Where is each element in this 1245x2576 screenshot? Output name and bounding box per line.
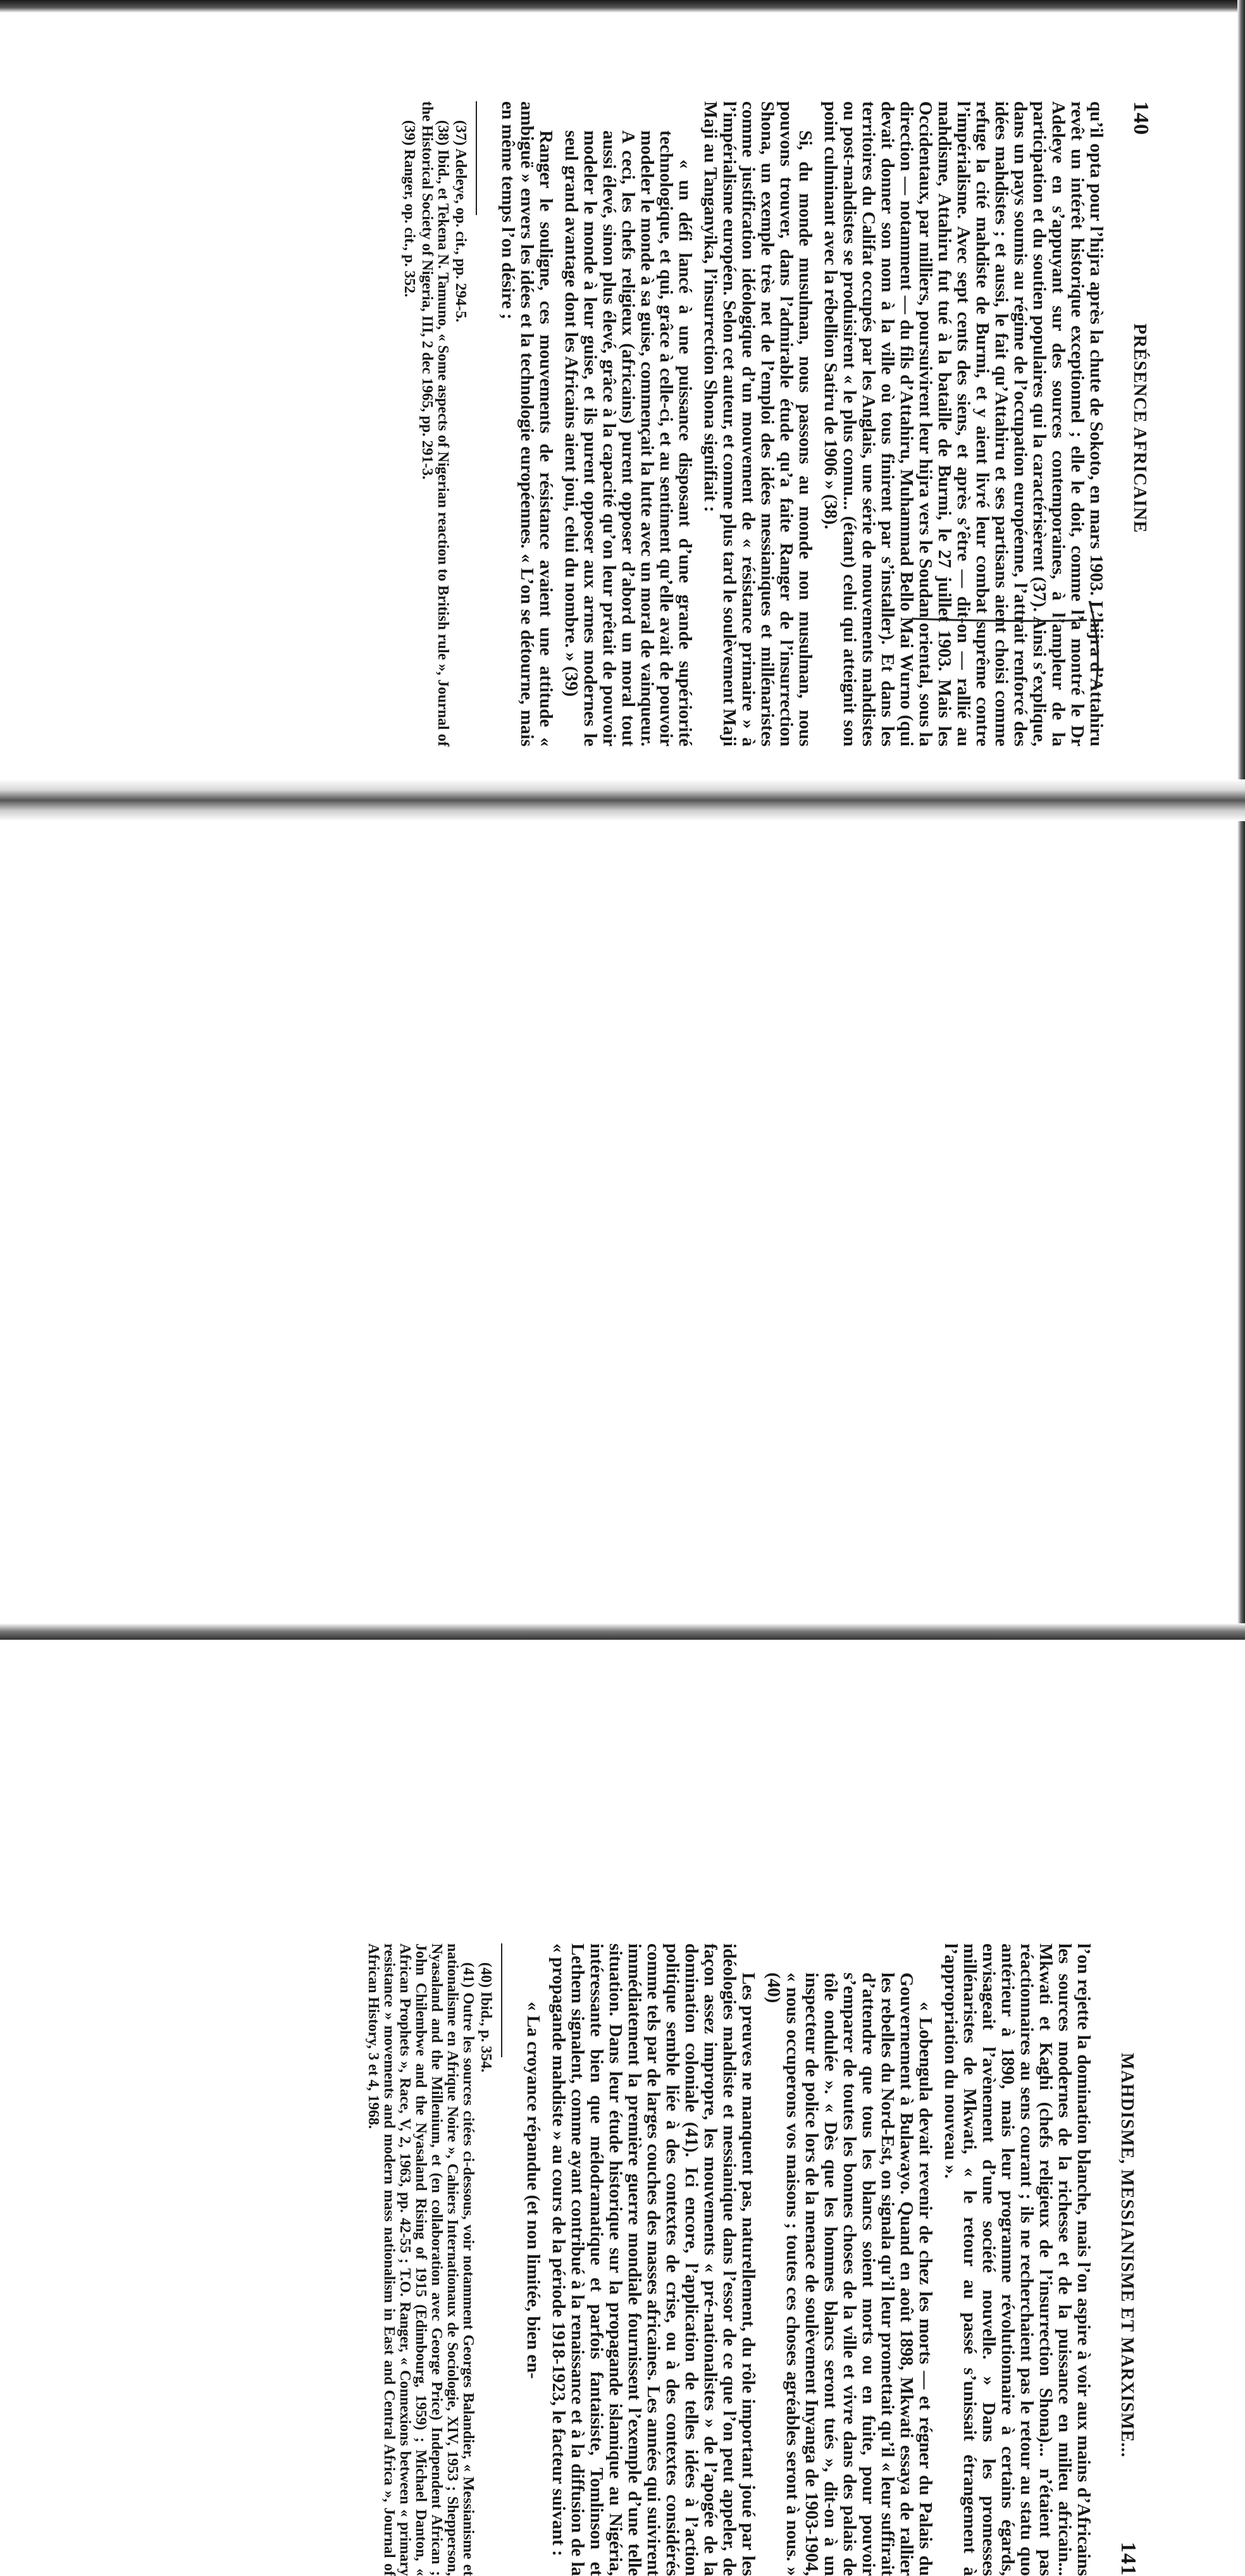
- footnote: (39) Ranger, op. cit., p. 352.: [401, 120, 418, 297]
- paragraph: Ranger le souligne, ces mouvements de résistance avaient une attitude « ambiguë » envers les idées et la technologie européennes. « L’on se détourne, mais en même temps l’on désire ;: [498, 101, 556, 746]
- page-header: [1129, 101, 1153, 746]
- book-gutter: [0, 779, 1245, 821]
- footnote-rule: [501, 1943, 502, 2057]
- footnote: (37) Adeleye, op. cit., pp. 294-5.: [452, 120, 469, 323]
- footnotes: [401, 101, 468, 746]
- running-head: PRÉSENCE AFRICAINE: [1130, 323, 1149, 533]
- scan-edge-top: [0, 0, 1245, 13]
- page-header: [1116, 1943, 1140, 2576]
- page-140: [39, 101, 1153, 746]
- footnote: (41) Outre les sources citées ci-dessous, voir notamment Georges Balandier, « Messianisme et nationalisme en Afrique Noire », Cahiers Internationaux de Sociologie, XIV, 1953 ; Shepperson, Nyasaland and the Millenium, et (en collaboration avec George Price) Independent African ; John Chilembwe and the Nyasaland Rising of 1915 (Edimbourg, 1959) ; Michael Danton, « African Prophets », Race, V, 2, 1963, pp. 42-55 ; T.O. Ranger, « Connexions between « primary resistance » movements and modern mass nationalism in East and Central Africa », Journal of African History, 3 et 4, 1968.: [365, 1943, 476, 2576]
- page-number: 141: [1117, 2541, 1140, 2576]
- paragraph: qu’il opta pour l’hijra après la chute de Sokoto, en mars 1903. L’hijra d’Attahiru revêt un intérêt historique exceptionnel ; elle le doit, comme l’a montré le Dr Adeleye en s’appuyant sur des sources contemporaines, à l’ampleur de la participation et du soutien populaires qui la caractérisèrent (37). Ainsi s’explique, dans un pays soumis au régime de l’occupation européenne, l’attrait renforcé des idées mahdistes ; et aussi, le fait qu’Attahiru et ses partisans aient choisi comme refuge la cité mahdiste de Burmi, et y aient livré leur combat suprême contre l’impérialisme. Avec sept cents des siens, et après s’être — dit-on — rallié au mahdisme, Attahiru fut tué à la bataille de Burmi, le 27 juillet 1903. Mais les Occidentaux, par milliers, poursuivirent leur hijra vers le Soudan oriental, sous la direction — notamment — du fils d’Attahiru, Muhammad Bello Mai Wurno (qui devait donner son nom à la ville où tous finirent par s’installer). Et dans les territoires du Califat occupés par les Anglais, une série de mouvements mahdistes ou post-mahdistes se produisirent « le plus connu... (étant) celui qui atteignit son point culminant avec la rébellion Satiru de 1906 » (38).: [821, 101, 1106, 746]
- pen-mark-icon: [900, 595, 1115, 696]
- paragraph: Les preuves ne manquent pas, naturellement, du rôle important joué par les idéologies mahdiste et messianique dans l’essor de ce que l’on peut appeler, de façon assez impropre, les mouvements « pré-nationalistes » de l’apogée de la domination coloniale (41). Ici encore, l’application de telles idées à l’action politique semble liée à des contextes de crise, ou à des contextes considérés comme tels par de larges couches des masses africaines. Les années qui suivirent immédiatement la première guerre mondiale fournissent l’exemple d’une telle situation. Dans leur étude historique sur la propagande islamique au Nigéria, intéressante bien que mélodramatique et parfois fantaisiste, Tomlinson et Lethem signalent, comme ayant contribué à la renaissance et à la diffusion de la « propagande mahdiste » au cours de la période 1918-1923, le facteur suivant :: [548, 1943, 759, 2576]
- block-quote: « Lobengula devait revenir de chez les morts — et régner du Palais du Gouvernement à Bulawayo. Quand en août 1898, Mkwati essaya de rallier les rebelles du Nord-Est, on signala qu’il leur promettait qu’il « leur suffirait d’attendre que tous les blancs soient morts ou en fuite, pour pouvoir s’emparer de toutes les bonnes choses de la ville et vivre dans des palais de tôle ondulée ». « Dès que les hommes blancs seront tués », dit-on à un inspecteur de police lors de la menace de soulèvement Inyanga de 1903-1904, « nous occuperons vos maisons ; toutes ces choses agréables seront à nous. » (40): [764, 1972, 936, 2576]
- footnote: (40) Ibid., p. 354.: [478, 1962, 494, 2073]
- paragraph: l’on rejette la domination blanche, mais l’on aspire à voir aux mains d’Africains les sources modernes de la richesse et de la puissance en milieu africain... Mkwati et Kaghi (chefs religieux de l’insurrection Shona)... n’étaient pas réactionnaires au sens courant ; ils ne recherchaient pas le retour au statu quo antérieur à 1890, mais leur programme révolutionnaire à certains égards, envisageait l’avènement d’une société nouvelle. » Dans les promesses millénaristes de Mkwati, « le retour au passé s’unissait étrangement à l’appropriation du nouveau ».: [941, 1943, 1094, 2576]
- paragraph: Si, du monde musulman, nous passons au monde non musulman, nous pouvons trouver, dans l’admirable étude qu’a faite Ranger de l’insurrection Shona, un exemple très net de l’emploi des idées messianiques et millénaristes comme justification idéologique d’un mouvement de « résistance primaire » à l’impérialisme européen. Selon cet auteur, et comme plus tard le soulèvement Maji Maji au Tanganyika, l’insurrection Shona signifiait :: [700, 101, 815, 746]
- footnote-rule: [476, 101, 477, 215]
- running-head: MAHDISME, MESSIANISME ET MARXISME...: [1117, 2053, 1137, 2458]
- page-141: [52, 1943, 1140, 2576]
- page-number: 140: [1129, 101, 1153, 135]
- block-quote: « La croyance répandue (et non limitée, bien en-: [523, 2002, 543, 2379]
- block-quote: « un défi lancé à une puissance disposant d’une grande supériorité technologique, et qui, grâce à celle-ci, et au sentiment qu’elle avait de pouvoir modeler le monde à sa guise, commençait la lutte avec un moral de vainqueur. A ceci, les chefs religieux (africains) purent opposer d’abord un moral tout aussi élevé, sinon plus élevé, grâce à la capacité qu’on leur prêtait de pouvoir modeler le monde à leur guise, et ils purent opposer aux armes modernes le seul grand avantage dont les Africains aient joui, celui du nombre. » (39): [561, 130, 695, 746]
- footnote: (38) Ibid., et Tekena N. Tamuno, « Some aspects of Nigerian reaction to British rule », Journal of the Historical Society of Nigeria, III, 2 dec 1965, pp. 291-3.: [419, 101, 451, 746]
- scan-edge-bottom: [0, 1623, 1245, 1640]
- body-text: [524, 1943, 1093, 2576]
- footnotes: [365, 1943, 493, 2576]
